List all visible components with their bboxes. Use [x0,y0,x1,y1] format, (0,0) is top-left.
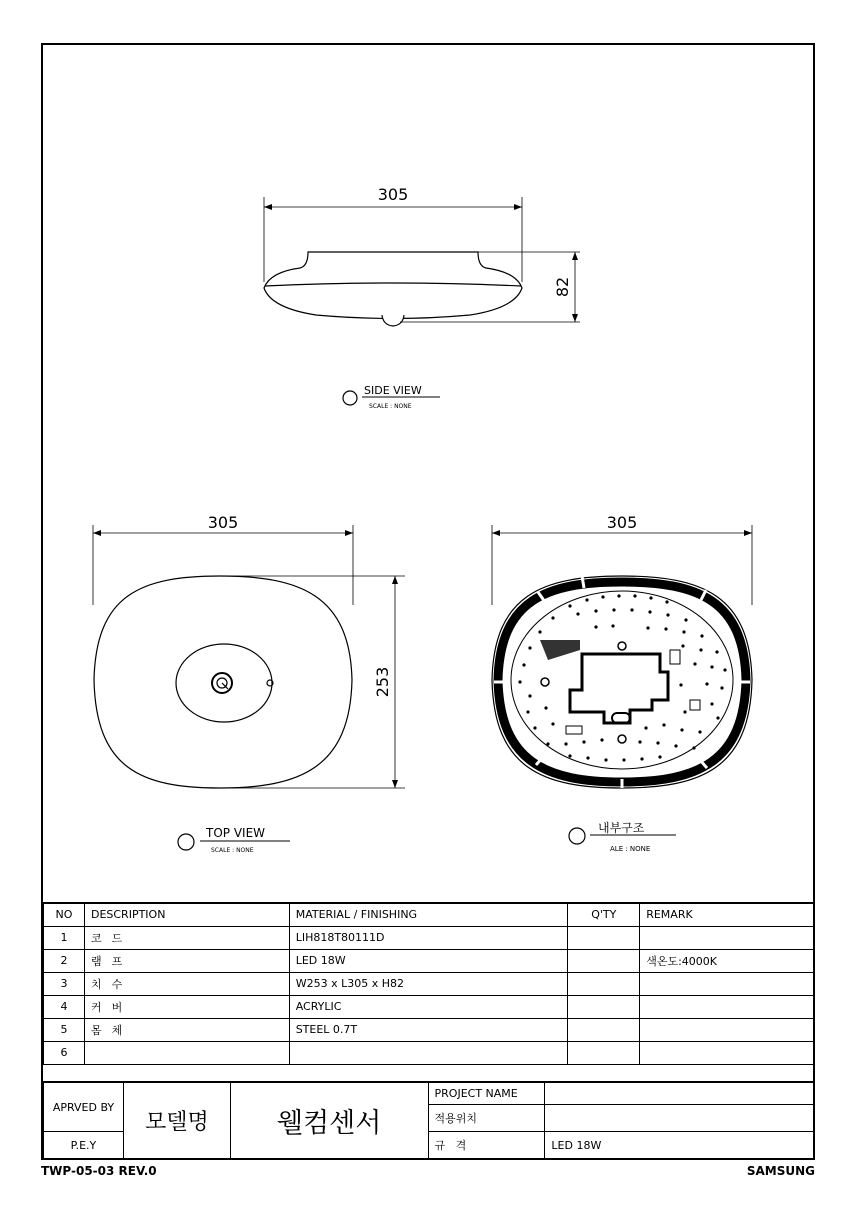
spec-table [43,902,814,1065]
top-view [93,525,405,788]
row-remark [640,972,814,995]
internal-view-scale: ALE : NONE [610,845,651,853]
top-outline [94,576,352,788]
location-value [545,1105,814,1132]
table-row [44,995,814,1018]
spec-header-row [44,903,814,926]
title-block [43,1081,814,1159]
internal-view-title: 내부구조 [598,821,645,835]
side-view [264,197,580,326]
row-qty [568,1041,640,1064]
top-view-marker [178,834,194,850]
row-qty [568,972,640,995]
row-no: 2 [44,949,85,972]
location-label: 적용위치 [428,1105,545,1132]
spec-value: LED 18W [545,1132,814,1159]
row-description: 몸체 [84,1018,289,1041]
header-material: MATERIAL / FINISHING [289,903,568,926]
row-description: 램프 [84,949,289,972]
approved-by-label: APRVED BY [44,1082,124,1132]
side-dim-width: 305 [377,185,409,204]
top-view-title: TOP VIEW [206,826,266,840]
row-material [289,1041,568,1064]
side-dim-height: 82 [553,276,572,298]
project-name-label: PROJECT NAME [428,1082,545,1105]
center-boss [176,644,272,722]
row-no: 3 [44,972,85,995]
side-view-title: SIDE VIEW [364,384,422,397]
row-description: 커버 [84,995,289,1018]
sensor-dome [382,315,404,326]
housing-rim [498,582,746,782]
lamp-body-profile [264,252,522,319]
row-qty [568,949,640,972]
led-array [518,594,726,761]
top-view-scale: SCALE : NONE [211,847,254,854]
row-no: 6 [44,1041,85,1064]
row-material: ACRYLIC [289,995,568,1018]
table-row [44,926,814,949]
row-remark [640,1018,814,1041]
header-qty: Q'TY [568,903,640,926]
side-view-scale: SCALE : NONE [369,403,412,410]
row-material: STEEL 0.7T [289,1018,568,1041]
row-remark [640,926,814,949]
model-label: 모델명 [123,1082,230,1159]
row-material: LED 18W [289,949,568,972]
approver-name: P.E.Y [44,1132,124,1159]
row-description: 코드 [84,926,289,949]
internal-view-marker [569,828,585,844]
table-row [44,949,814,972]
top-dim-width: 305 [207,513,239,532]
header-no: NO [44,903,85,926]
table-row [44,1041,814,1064]
row-qty [568,1018,640,1041]
table-row [44,1018,814,1041]
row-no: 5 [44,1018,85,1041]
project-name-value [545,1082,814,1105]
row-description [84,1041,289,1064]
row-description: 치수 [84,972,289,995]
internal-view [492,525,752,788]
row-no: 4 [44,995,85,1018]
model-name: 웰컴센서 [230,1082,428,1159]
internal-dim-width: 305 [606,513,638,532]
table-row [44,972,814,995]
header-description: DESCRIPTION [84,903,289,926]
row-qty [568,926,640,949]
side-view-marker [343,391,357,405]
top-dim-height: 253 [373,666,392,698]
row-material: W253 x L305 x H82 [289,972,568,995]
row-remark: 색온도:4000K [640,949,814,972]
header-remark: REMARK [640,903,814,926]
document-code: TWP-05-03 REV.0 [41,1164,157,1178]
company-name: SAMSUNG [746,1164,815,1178]
row-remark [640,1041,814,1064]
spec-label: 규 격 [428,1132,545,1159]
row-qty [568,995,640,1018]
row-material: LIH818T80111D [289,926,568,949]
row-no: 1 [44,926,85,949]
row-remark [640,995,814,1018]
